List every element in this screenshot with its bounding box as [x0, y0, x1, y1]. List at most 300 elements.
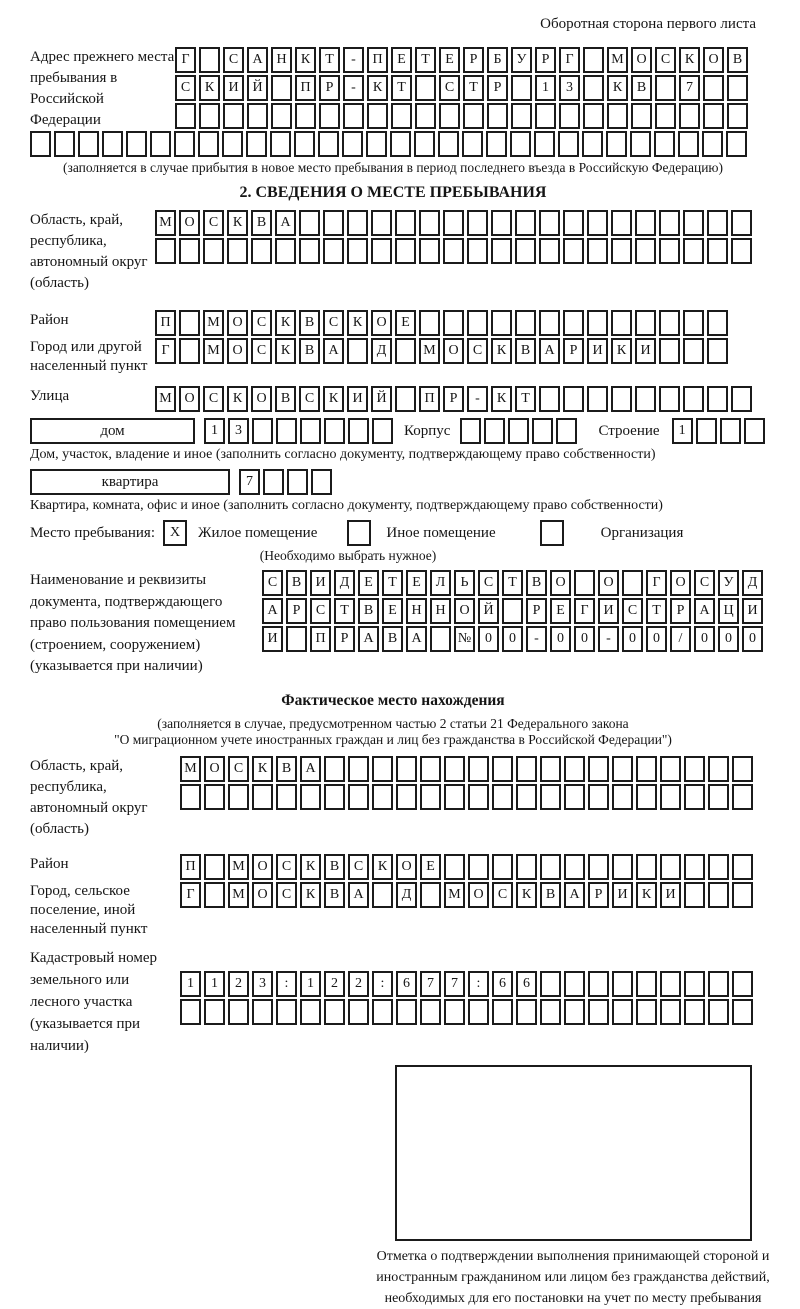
cadastral-block	[30, 947, 756, 1057]
char-cell: 2	[348, 971, 369, 997]
char-cell: О	[371, 310, 392, 336]
title-document-rows	[262, 570, 766, 654]
char-cell	[371, 210, 392, 236]
char-cell: А	[262, 598, 283, 624]
actual-city-block	[30, 882, 756, 939]
char-cell	[612, 971, 633, 997]
char-cell	[204, 999, 225, 1025]
char-cell	[708, 784, 729, 810]
char-cell	[655, 75, 676, 101]
char-cell: 6	[492, 971, 513, 997]
char-cell: С	[348, 854, 369, 880]
char-cell	[540, 971, 561, 997]
stamp-area	[376, 1065, 770, 1309]
char-cell: В	[358, 598, 379, 624]
char-cell	[516, 784, 537, 810]
char-cell	[372, 418, 393, 444]
char-cell	[372, 784, 393, 810]
char-cell	[343, 103, 364, 129]
char-cell	[467, 210, 488, 236]
char-cell: -	[343, 47, 364, 73]
char-cell	[462, 131, 483, 157]
char-cell	[556, 418, 577, 444]
char-cell: С	[276, 882, 297, 908]
char-cell	[535, 103, 556, 129]
char-cell	[636, 756, 657, 782]
char-cell	[727, 103, 748, 129]
char-cell: С	[478, 570, 499, 596]
char-cell	[228, 784, 249, 810]
char-cell	[655, 103, 676, 129]
char-cell	[660, 999, 681, 1025]
premises-type-row	[30, 520, 756, 546]
char-cell: К	[275, 338, 296, 364]
char-cell	[179, 238, 200, 264]
char-cell: Д	[334, 570, 355, 596]
char-cell	[684, 756, 705, 782]
char-cell	[611, 310, 632, 336]
previous-address-note: (заполняется в случае прибытия в новое место пребывания в период последнего въезда в Российскую Федерацию)	[62, 160, 724, 175]
char-cell: Т	[391, 75, 412, 101]
char-cell	[678, 131, 699, 157]
actual-district-label: Район	[30, 855, 69, 872]
char-cell	[246, 131, 267, 157]
char-cell	[299, 210, 320, 236]
char-cell: К	[300, 854, 321, 880]
char-cell	[660, 784, 681, 810]
char-cell: М	[155, 386, 176, 412]
char-cell	[708, 854, 729, 880]
char-cell: Р	[443, 386, 464, 412]
char-cell: Т	[646, 598, 667, 624]
char-cell	[684, 784, 705, 810]
char-cell	[371, 238, 392, 264]
page-side-note: Оборотная сторона первого листа	[540, 16, 756, 32]
char-cell	[228, 999, 249, 1025]
char-row	[155, 338, 731, 364]
char-cell	[612, 854, 633, 880]
char-cell	[630, 131, 651, 157]
char-cell	[679, 103, 700, 129]
char-cell	[559, 103, 580, 129]
char-cell	[430, 626, 451, 652]
char-cell: В	[299, 310, 320, 336]
char-cell	[222, 131, 243, 157]
char-cell	[726, 131, 747, 157]
char-cell: В	[631, 75, 652, 101]
char-cell: 3	[252, 971, 273, 997]
char-cell	[532, 418, 553, 444]
char-cell	[659, 310, 680, 336]
char-cell	[540, 854, 561, 880]
char-cell: 2	[228, 971, 249, 997]
char-cell	[390, 131, 411, 157]
char-cell	[271, 75, 292, 101]
char-cell: К	[275, 310, 296, 336]
char-cell	[484, 418, 505, 444]
char-cell	[636, 784, 657, 810]
char-cell: Р	[487, 75, 508, 101]
section2-title: 2. СВЕДЕНИЯ О МЕСТЕ ПРЕБЫВАНИЯ	[239, 184, 547, 201]
char-cell: К	[516, 882, 537, 908]
char-cell	[415, 103, 436, 129]
char-cell	[732, 999, 753, 1025]
char-cell	[611, 238, 632, 264]
char-cell	[372, 756, 393, 782]
char-cell	[318, 131, 339, 157]
char-cell	[635, 238, 656, 264]
char-row	[180, 854, 756, 880]
char-cell	[286, 626, 307, 652]
char-cell	[491, 210, 512, 236]
char-cell	[366, 131, 387, 157]
char-cell	[583, 75, 604, 101]
char-cell	[439, 103, 460, 129]
char-cell: У	[718, 570, 739, 596]
char-cell: Г	[559, 47, 580, 73]
char-cell	[731, 386, 752, 412]
char-cell	[180, 784, 201, 810]
char-cell: А	[300, 756, 321, 782]
char-cell	[587, 386, 608, 412]
char-cell	[574, 570, 595, 596]
char-cell: С	[655, 47, 676, 73]
char-cell: С	[694, 570, 715, 596]
char-cell: С	[622, 598, 643, 624]
char-cell	[731, 210, 752, 236]
stroenie-cells	[672, 418, 768, 444]
cadastral-label: Кадастровый номер земельного или лесного участка (указывается при наличии)	[30, 949, 157, 1054]
char-cell: 1	[204, 971, 225, 997]
char-cell: В	[286, 570, 307, 596]
char-cell	[443, 310, 464, 336]
char-cell	[607, 103, 628, 129]
house-caption: Дом, участок, владение и иное (заполнить согласно документу, подтверждающему право собственности)	[30, 447, 656, 462]
char-cell: С	[492, 882, 513, 908]
char-cell	[444, 999, 465, 1025]
char-cell: А	[694, 598, 715, 624]
korpus-label: Корпус	[404, 423, 451, 439]
apartment-caption: Квартира, комната, офис и иное (заполнить согласно документу, подтверждающему право собственности)	[30, 498, 663, 513]
char-cell	[516, 854, 537, 880]
char-cell: Е	[358, 570, 379, 596]
char-row-full-width	[30, 131, 756, 157]
street-block	[30, 386, 756, 414]
char-cell	[707, 238, 728, 264]
char-cell: Т	[502, 570, 523, 596]
char-cell: С	[276, 854, 297, 880]
char-cell: 1	[180, 971, 201, 997]
actual-region-label: Область, край, республика, автономный округ (область)	[30, 757, 148, 837]
char-cell	[486, 131, 507, 157]
char-cell	[227, 238, 248, 264]
char-cell	[150, 131, 171, 157]
char-cell: В	[526, 570, 547, 596]
char-row	[262, 570, 766, 596]
char-cell: О	[454, 598, 475, 624]
char-cell: 1	[535, 75, 556, 101]
char-cell	[511, 75, 532, 101]
char-row	[180, 784, 756, 810]
char-cell	[492, 756, 513, 782]
actual-district-block	[30, 854, 756, 882]
char-cell: Р	[670, 598, 691, 624]
char-cell: У	[511, 47, 532, 73]
char-cell	[420, 756, 441, 782]
char-cell: Д	[371, 338, 392, 364]
char-cell	[443, 238, 464, 264]
actual-region-rows	[180, 756, 756, 812]
char-cell: К	[636, 882, 657, 908]
char-row	[155, 310, 731, 336]
char-cell	[468, 999, 489, 1025]
actual-location-note-2: "О миграционном учете иностранных граждан и лиц без гражданства в Российской Федерации")	[114, 731, 672, 747]
char-cell	[515, 310, 536, 336]
char-cell	[443, 210, 464, 236]
char-cell: В	[299, 338, 320, 364]
char-cell	[732, 854, 753, 880]
char-cell	[420, 999, 441, 1025]
char-cell: О	[550, 570, 571, 596]
char-cell: -	[343, 75, 364, 101]
char-cell	[492, 784, 513, 810]
char-cell	[515, 238, 536, 264]
char-cell	[420, 784, 441, 810]
char-cell: И	[347, 386, 368, 412]
char-cell: Е	[382, 598, 403, 624]
char-cell	[324, 418, 345, 444]
char-cell	[611, 210, 632, 236]
premises-note: (Необходимо выбрать нужное)	[259, 548, 437, 563]
char-cell	[438, 131, 459, 157]
char-cell: К	[679, 47, 700, 73]
char-cell: А	[348, 882, 369, 908]
char-cell: 6	[396, 971, 417, 997]
char-cell	[491, 238, 512, 264]
option-other-premises-label: Иное помещение	[386, 524, 496, 541]
char-cell: Й	[247, 75, 268, 101]
char-cell: Т	[463, 75, 484, 101]
char-cell: 7	[444, 971, 465, 997]
char-cell	[564, 999, 585, 1025]
char-cell	[635, 386, 656, 412]
char-cell	[587, 238, 608, 264]
char-cell	[263, 469, 284, 495]
char-cell	[732, 784, 753, 810]
char-cell	[276, 999, 297, 1025]
char-cell: К	[491, 386, 512, 412]
char-cell	[204, 784, 225, 810]
region-rows	[155, 210, 755, 266]
char-cell	[492, 999, 513, 1025]
char-cell: С	[310, 598, 331, 624]
char-cell	[732, 756, 753, 782]
char-cell: Р	[526, 598, 547, 624]
char-cell: 7	[239, 469, 260, 495]
char-cell: О	[252, 854, 273, 880]
char-cell	[102, 131, 123, 157]
char-cell	[611, 386, 632, 412]
char-cell: О	[468, 882, 489, 908]
char-cell	[276, 418, 297, 444]
char-cell: Т	[334, 598, 355, 624]
char-cell: И	[612, 882, 633, 908]
char-row	[180, 882, 756, 908]
char-cell: В	[324, 882, 345, 908]
char-cell: Е	[395, 310, 416, 336]
char-cell	[516, 999, 537, 1025]
char-cell	[347, 210, 368, 236]
char-cell: Е	[550, 598, 571, 624]
char-cell	[463, 103, 484, 129]
char-cell	[252, 784, 273, 810]
title-document-label: Наименование и реквизиты документа, подтверждающего право пользования помещением (строением, сооружением) (указывается при наличии)	[30, 572, 236, 674]
char-cell: О	[703, 47, 724, 73]
char-cell: К	[323, 386, 344, 412]
char-cell	[539, 210, 560, 236]
char-cell	[660, 854, 681, 880]
char-cell	[588, 756, 609, 782]
char-cell	[419, 310, 440, 336]
char-cell: С	[228, 756, 249, 782]
char-cell: :	[468, 971, 489, 997]
char-cell: Р	[463, 47, 484, 73]
char-cell: В	[727, 47, 748, 73]
char-cell: Д	[396, 882, 417, 908]
char-cell	[587, 210, 608, 236]
char-cell	[323, 210, 344, 236]
char-cell	[179, 310, 200, 336]
region-label: Область, край, республика, автономный округ (область)	[30, 212, 148, 291]
char-cell	[636, 854, 657, 880]
char-cell	[415, 75, 436, 101]
char-cell	[468, 756, 489, 782]
char-cell	[588, 971, 609, 997]
char-cell	[563, 310, 584, 336]
char-cell: Т	[319, 47, 340, 73]
char-cell: Р	[535, 47, 556, 73]
char-cell	[654, 131, 675, 157]
char-cell: К	[372, 854, 393, 880]
char-cell: 0	[574, 626, 595, 652]
char-cell	[78, 131, 99, 157]
char-cell: П	[367, 47, 388, 73]
char-cell	[348, 418, 369, 444]
char-cell	[198, 131, 219, 157]
char-cell: С	[203, 386, 224, 412]
char-cell	[508, 418, 529, 444]
char-cell: О	[396, 854, 417, 880]
char-cell	[563, 386, 584, 412]
char-cell: В	[276, 756, 297, 782]
char-cell	[395, 386, 416, 412]
char-cell: 3	[559, 75, 580, 101]
char-cell: Т	[415, 47, 436, 73]
char-cell: -	[598, 626, 619, 652]
char-cell	[460, 418, 481, 444]
char-cell	[300, 784, 321, 810]
char-cell	[515, 210, 536, 236]
char-cell: Н	[406, 598, 427, 624]
char-cell	[564, 971, 585, 997]
previous-address-rows	[175, 47, 751, 131]
char-cell: 3	[228, 418, 249, 444]
char-cell: К	[295, 47, 316, 73]
char-cell	[348, 784, 369, 810]
previous-address-label: Адрес прежнего места пребывания в Российской Федерации	[30, 49, 175, 128]
char-cell	[347, 238, 368, 264]
char-cell: М	[155, 210, 176, 236]
char-cell	[155, 238, 176, 264]
char-cell	[311, 469, 332, 495]
char-cell: П	[155, 310, 176, 336]
char-cell	[179, 338, 200, 364]
char-cell: Й	[478, 598, 499, 624]
char-cell	[395, 338, 416, 364]
char-cell: 0	[694, 626, 715, 652]
char-cell: 0	[646, 626, 667, 652]
char-cell: О	[670, 570, 691, 596]
char-cell	[347, 338, 368, 364]
street-label: Улица	[30, 388, 70, 404]
char-cell: С	[203, 210, 224, 236]
char-cell: 0	[550, 626, 571, 652]
char-cell	[395, 238, 416, 264]
char-cell	[703, 75, 724, 101]
char-cell	[510, 131, 531, 157]
char-cell: Г	[646, 570, 667, 596]
char-cell	[707, 386, 728, 412]
char-cell	[636, 971, 657, 997]
char-cell	[319, 103, 340, 129]
actual-location-title: Фактическое место нахождения	[281, 691, 505, 709]
char-cell: Р	[563, 338, 584, 364]
char-cell	[563, 210, 584, 236]
char-cell: К	[199, 75, 220, 101]
char-cell: Р	[588, 882, 609, 908]
char-cell	[467, 238, 488, 264]
char-cell	[287, 469, 308, 495]
char-cell	[252, 418, 273, 444]
char-cell	[271, 103, 292, 129]
char-cell	[727, 75, 748, 101]
char-cell	[702, 131, 723, 157]
char-cell: А	[358, 626, 379, 652]
char-cell: Е	[391, 47, 412, 73]
char-cell: И	[635, 338, 656, 364]
char-cell	[324, 756, 345, 782]
char-cell: Н	[271, 47, 292, 73]
char-cell: 0	[502, 626, 523, 652]
district-block	[30, 310, 756, 338]
char-cell: С	[251, 310, 272, 336]
char-cell	[348, 756, 369, 782]
char-cell	[540, 999, 561, 1025]
char-cell: 7	[679, 75, 700, 101]
char-cell: С	[299, 386, 320, 412]
char-cell	[744, 418, 765, 444]
actual-city-label: Город, сельское поселение, иной населенный пункт	[30, 882, 148, 937]
char-cell: Д	[742, 570, 763, 596]
char-cell: И	[742, 598, 763, 624]
char-cell: Л	[430, 570, 451, 596]
char-cell	[631, 103, 652, 129]
actual-location-note-1: (заполняется в случае, предусмотренном частью 2 статьи 21 Федерального закона	[157, 715, 629, 731]
char-cell	[420, 882, 441, 908]
char-cell	[583, 47, 604, 73]
char-cell	[708, 999, 729, 1025]
char-cell: -	[526, 626, 547, 652]
